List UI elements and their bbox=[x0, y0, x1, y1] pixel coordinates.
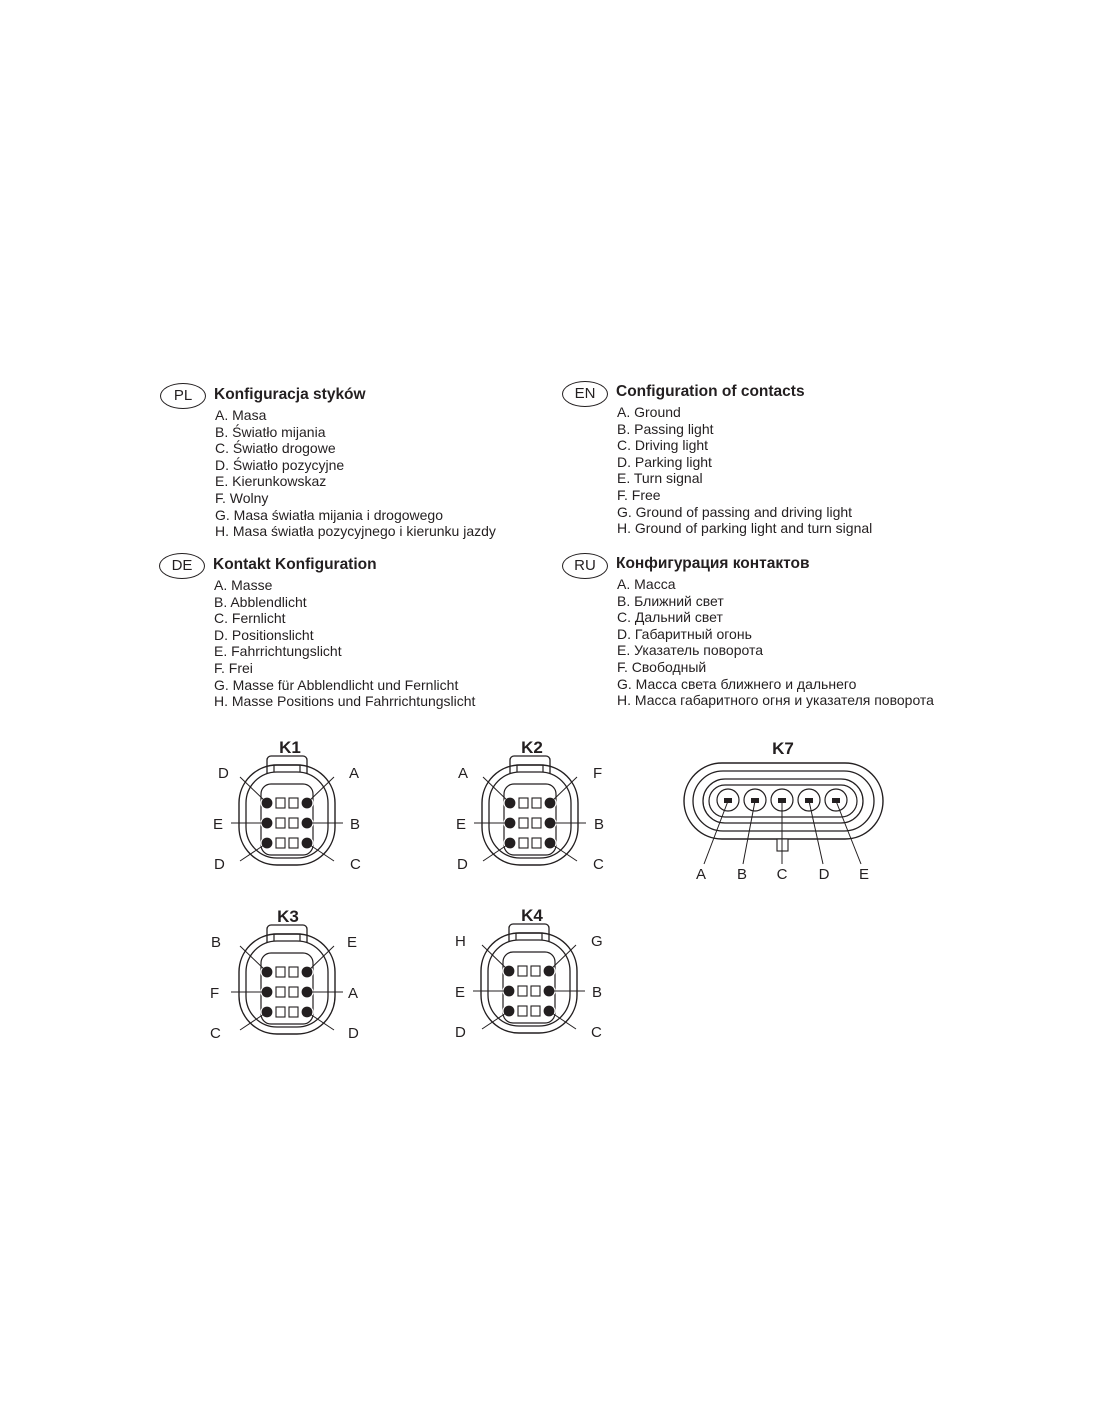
list-item: G. Ground of passing and driving light bbox=[617, 503, 853, 520]
list-item: C. Fernlicht bbox=[214, 610, 286, 627]
list-item: G. Masa światła mijania i drogowego bbox=[215, 506, 443, 523]
connector-k1 bbox=[213, 738, 361, 873]
pin-label: E bbox=[213, 816, 224, 833]
list-item: D. Światło pozycyjne bbox=[215, 456, 345, 473]
list-item: C. Driving light bbox=[617, 437, 709, 454]
title-pl: Konfiguracja styków bbox=[214, 386, 366, 403]
badge-pl: PL bbox=[160, 383, 206, 409]
list-item: F. Free bbox=[617, 486, 661, 503]
badge-en: EN bbox=[562, 381, 608, 407]
pin-label: E bbox=[456, 816, 467, 833]
list-item: H. Masse Positions und Fahrrichtungslicht bbox=[214, 693, 476, 710]
pin-label: D bbox=[818, 866, 830, 883]
pin-label: D bbox=[348, 1025, 359, 1042]
list-item: H. Масса габаритного огня и указателя поворота bbox=[617, 692, 934, 709]
pin-label: A bbox=[695, 866, 707, 883]
pin-label: A bbox=[348, 985, 359, 1002]
title-ru: Конфигурация контактов bbox=[616, 555, 810, 572]
pin-label: D bbox=[214, 856, 225, 873]
pin-label: B bbox=[211, 934, 222, 951]
pin-label: F bbox=[210, 985, 220, 1002]
connector-k3-label: K3 bbox=[277, 907, 299, 926]
connector-k1-label: K1 bbox=[279, 738, 301, 757]
pin-label: E bbox=[455, 984, 466, 1001]
pin-label: D bbox=[455, 1024, 466, 1041]
connector-k2 bbox=[456, 738, 604, 873]
pin-label: B bbox=[350, 816, 361, 833]
list-item: F. Frei bbox=[214, 659, 253, 676]
list-item: B. Ближний свет bbox=[617, 592, 724, 609]
pin-label: C bbox=[776, 866, 788, 883]
pin-label: G bbox=[591, 933, 603, 950]
pin-label: A bbox=[458, 765, 469, 782]
list-item: F. Свободный bbox=[617, 658, 707, 675]
list-item: D. Parking light bbox=[617, 453, 712, 470]
list-item: E. Указатель поворота bbox=[617, 642, 764, 659]
list-item: C. Дальний свет bbox=[617, 609, 723, 626]
list-item: E. Fahrrichtungslicht bbox=[214, 643, 342, 660]
pin-label: B bbox=[592, 984, 603, 1001]
pin-label: D bbox=[457, 856, 468, 873]
list-item: D. Positionslicht bbox=[214, 626, 314, 643]
pin-label: A bbox=[349, 765, 360, 782]
connector-k2-label: K2 bbox=[521, 738, 543, 757]
connector-k7-label: K7 bbox=[772, 739, 794, 758]
pin-label: H bbox=[455, 933, 466, 950]
pin-label: B bbox=[736, 866, 748, 883]
connector-k7 bbox=[684, 739, 883, 883]
list-item: G. Масса света ближнего и дальнего bbox=[617, 675, 857, 692]
list-item: E. Turn signal bbox=[617, 470, 703, 487]
list-item: B. Abblendlicht bbox=[214, 593, 307, 610]
pin-label: E bbox=[858, 866, 870, 883]
list-item: B. Passing light bbox=[617, 420, 714, 437]
badge-de: DE bbox=[159, 553, 205, 579]
pin-label: E bbox=[347, 934, 358, 951]
list-item: A. Масса bbox=[617, 576, 676, 592]
pin-label: B bbox=[594, 816, 605, 833]
list-item: A. Ground bbox=[617, 404, 681, 420]
pin-label: C bbox=[593, 856, 604, 873]
connector-k3 bbox=[210, 907, 359, 1042]
list-item: B. Światło mijania bbox=[215, 423, 326, 440]
pin-label: C bbox=[210, 1025, 221, 1042]
pin-label: C bbox=[591, 1024, 602, 1041]
pin-label: F bbox=[593, 765, 603, 782]
list-item: F. Wolny bbox=[215, 489, 269, 506]
list-item: C. Światło drogowe bbox=[215, 440, 336, 457]
list-item: A. Masa bbox=[215, 407, 267, 423]
badge-ru: RU bbox=[562, 553, 608, 579]
list-item: E. Kierunkowskaz bbox=[215, 473, 327, 490]
pin-label: D bbox=[218, 765, 229, 782]
list-item: D. Габаритный огонь bbox=[617, 625, 752, 642]
title-en: Configuration of contacts bbox=[616, 383, 805, 400]
list-item: A. Masse bbox=[214, 577, 273, 593]
list-item: H. Ground of parking light and turn signal bbox=[617, 520, 873, 537]
list-item: H. Masa światła pozycyjnego i kierunku jazdy bbox=[215, 523, 496, 540]
connector-k4 bbox=[455, 906, 603, 1041]
pin-label: C bbox=[350, 856, 361, 873]
list-item: G. Masse für Abblendlicht und Fernlicht bbox=[214, 676, 459, 693]
title-de: Kontakt Konfiguration bbox=[213, 556, 377, 573]
connector-k4-label: K4 bbox=[521, 906, 543, 925]
